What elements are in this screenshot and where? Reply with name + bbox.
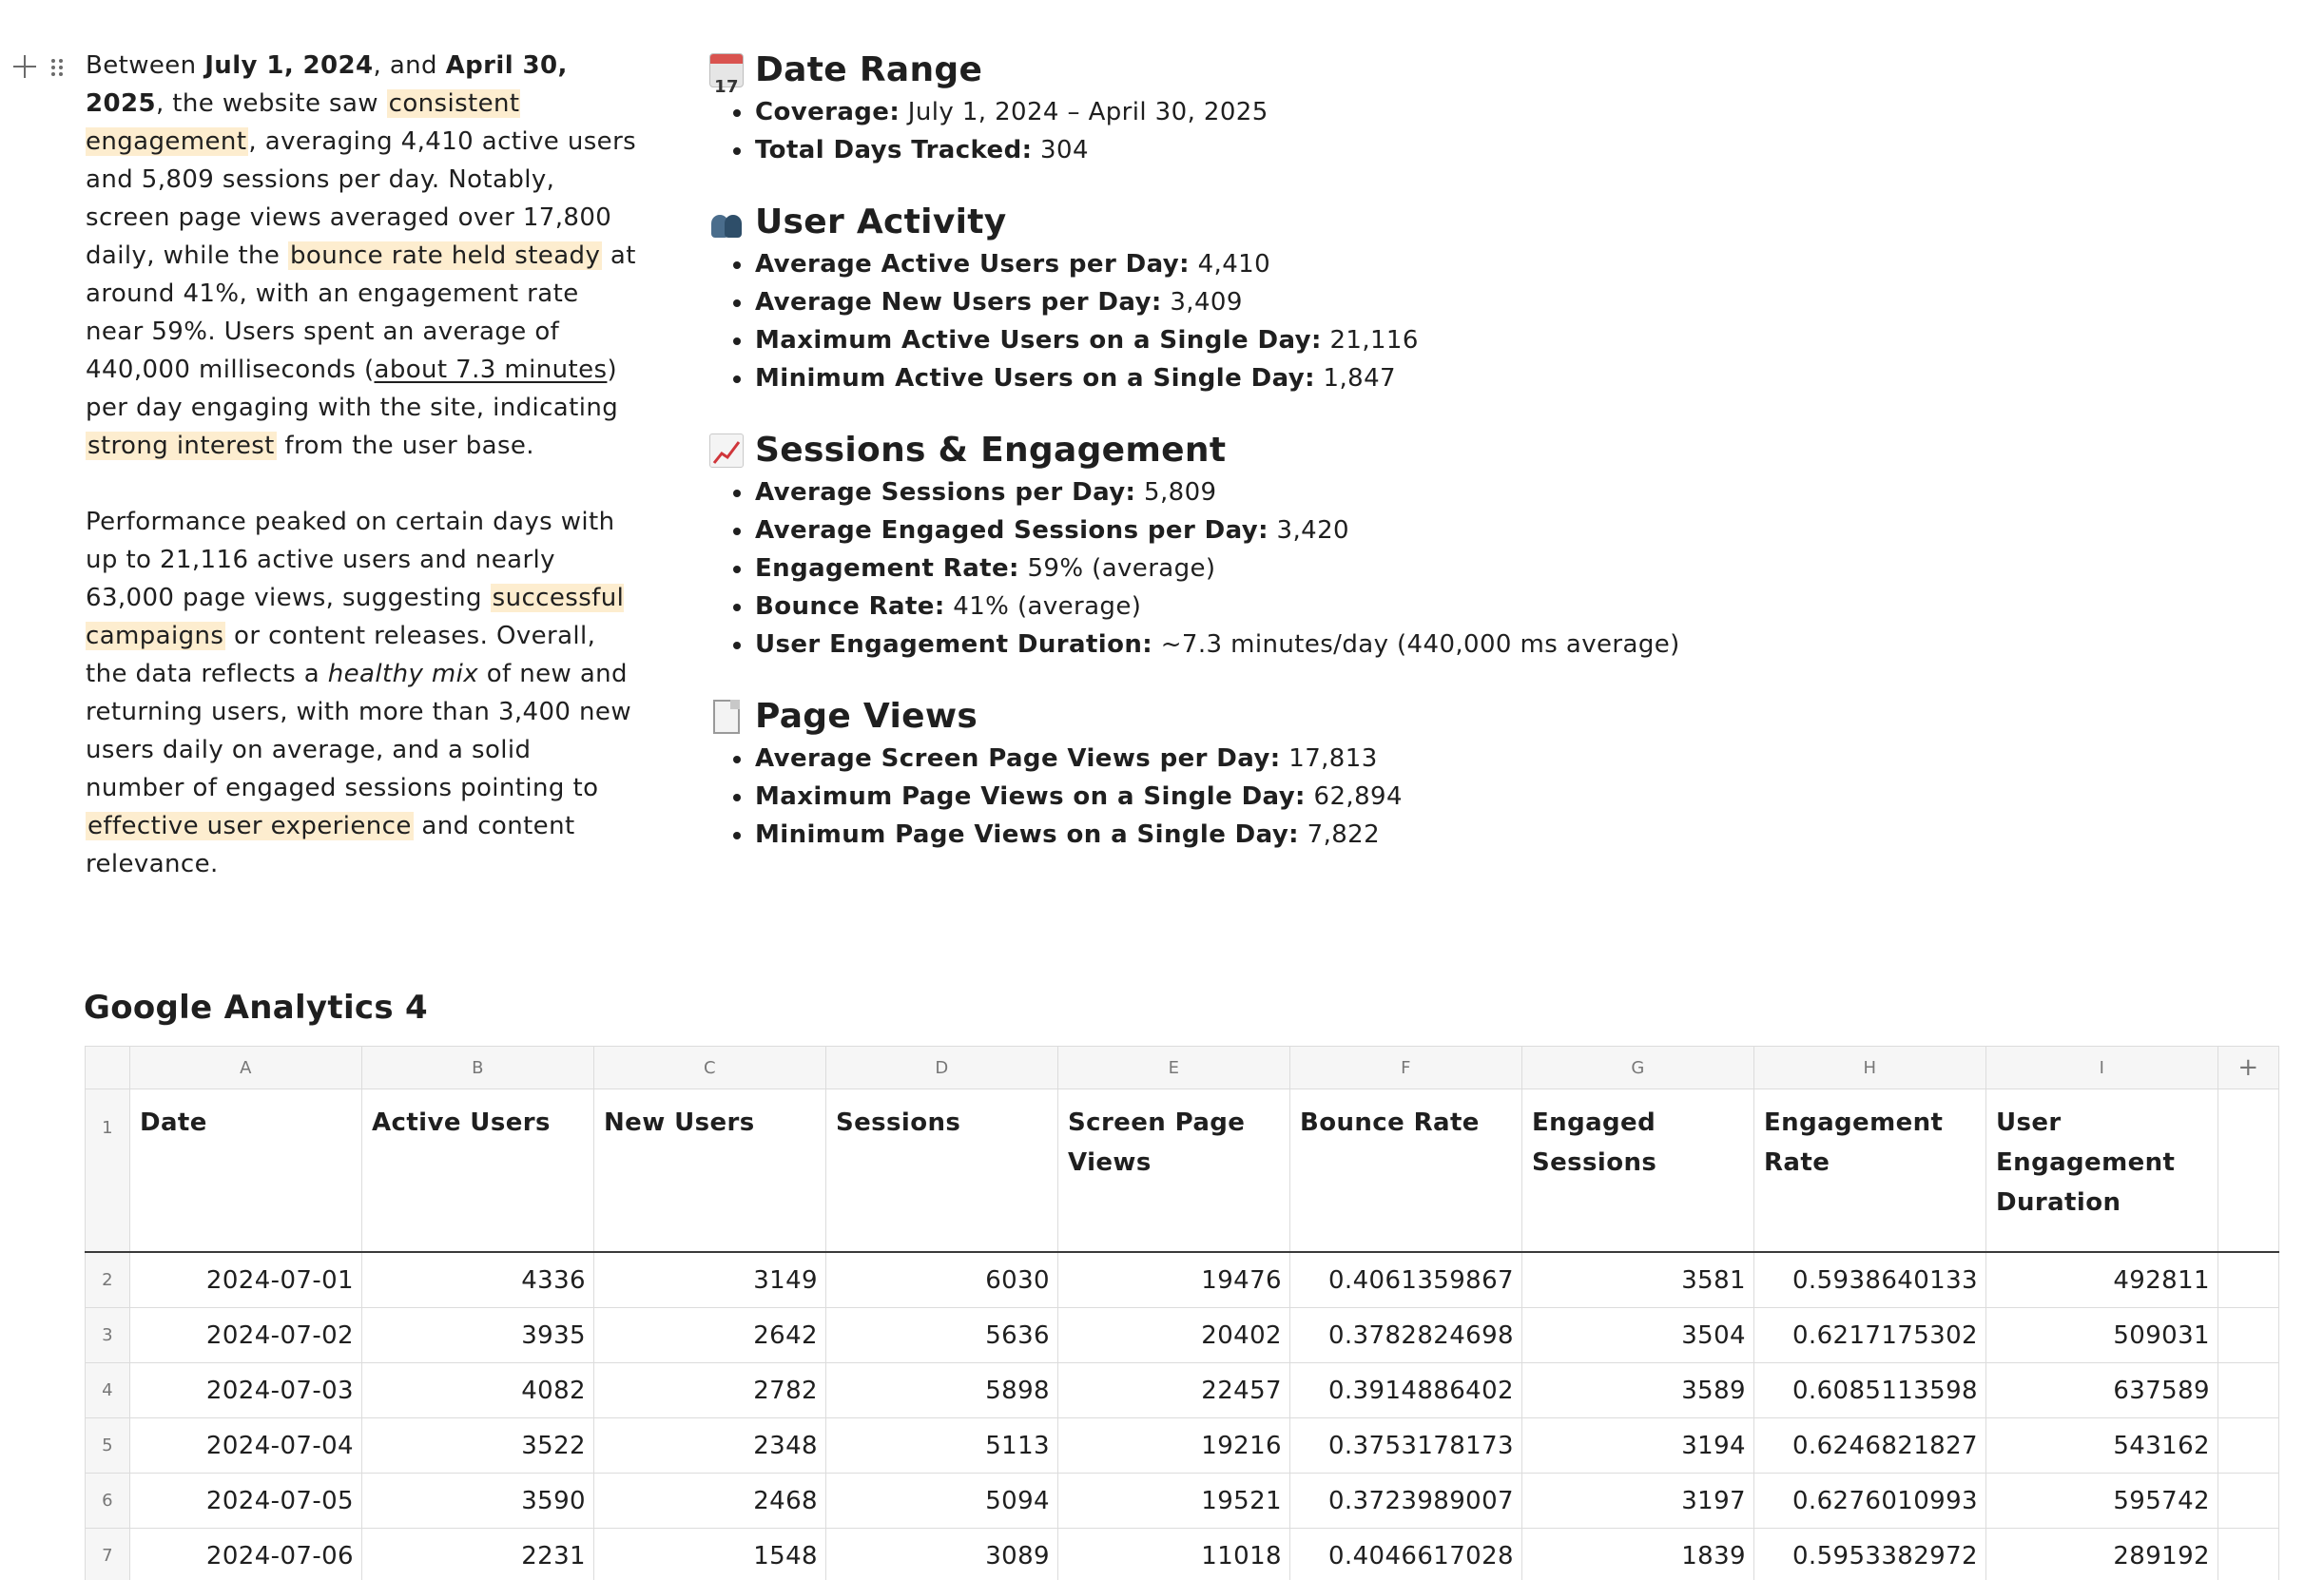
list-item: Bounce Rate: 41% (average) [709,588,1850,626]
table-cell[interactable]: 5636 [826,1308,1058,1363]
bullet-list [709,473,1850,664]
section-user-activity [709,200,1850,397]
table-cell[interactable]: 5094 [826,1474,1058,1529]
table-cell[interactable]: 11018 [1058,1529,1290,1580]
table-cell[interactable]: 0.3782824698 [1290,1308,1522,1363]
column-letter[interactable]: E [1058,1047,1290,1089]
empty-cell [2218,1474,2279,1529]
empty-cell [2218,1252,2279,1308]
list-item: Total Days Tracked: 304 [709,131,1850,169]
table-cell[interactable]: 19521 [1058,1474,1290,1529]
list-item: Average Active Users per Day: 4,410 [709,245,1850,283]
highlight: consistent engagement [86,89,520,156]
table-cell[interactable]: 3935 [362,1308,594,1363]
table-cell[interactable]: 0.5938640133 [1754,1252,1986,1308]
table-row [86,1474,2279,1529]
column-letter[interactable]: A [130,1047,362,1089]
bullet-list [709,245,1850,397]
drag-handle-icon[interactable] [49,57,65,78]
table-cell[interactable]: 289192 [1986,1529,2218,1580]
empty-cell [2218,1308,2279,1363]
section-heading: Page Views [709,694,1850,740]
header-cell[interactable]: Date [130,1089,362,1253]
table-cell[interactable]: 3089 [826,1529,1058,1580]
table-cell[interactable]: 3197 [1522,1474,1754,1529]
highlight: successful campaigns [86,584,625,650]
table-cell[interactable]: 0.3723989007 [1290,1474,1522,1529]
list-item: User Engagement Duration: ~7.3 minutes/day (440,000 ms average) [709,626,1850,664]
table-cell[interactable]: 3581 [1522,1252,1754,1308]
spreadsheet-table[interactable] [85,1046,2279,1580]
header-cell[interactable]: Screen Page Views [1058,1089,1290,1253]
list-item: Minimum Page Views on a Single Day: 7,822 [709,816,1850,854]
table-cell[interactable]: 543162 [1986,1418,2218,1474]
chart-increasing-icon [709,434,744,468]
column-letter[interactable]: H [1754,1047,1986,1089]
row-number[interactable]: 7 [86,1529,130,1580]
table-cell[interactable]: 6030 [826,1252,1058,1308]
table-cell[interactable]: 2024-07-04 [130,1418,362,1474]
table-header-row [86,1089,2279,1253]
table-cell[interactable]: 19476 [1058,1252,1290,1308]
column-letter[interactable]: D [826,1047,1058,1089]
list-item: Average Screen Page Views per Day: 17,813 [709,740,1850,778]
table-cell[interactable]: 2642 [594,1308,826,1363]
table-cell[interactable]: 19216 [1058,1418,1290,1474]
table-cell[interactable]: 2024-07-02 [130,1308,362,1363]
add-column-button[interactable]: + [2218,1047,2279,1089]
list-item: Coverage: July 1, 2024 – April 30, 2025 [709,93,1850,131]
list-item: Average Sessions per Day: 5,809 [709,473,1850,511]
table-cell[interactable]: 0.6085113598 [1754,1363,1986,1418]
column-letter[interactable]: B [362,1047,594,1089]
corner-cell [86,1047,130,1089]
section-heading: 17 Date Range [709,48,1850,93]
section-date-range [709,48,1850,169]
column-letter[interactable]: I [1986,1047,2218,1089]
calendar-icon: 17 [709,53,744,87]
paragraph-overview: Between July 1, 2024, and April 30, 2025, the website saw consistent engagement, averaging 4,410 active users and 5,809 sessions per day. Notably, screen page views averaged over 17,800 daily, while the bounce rate held steady at around 41%, with an engagement rate near 59%. Users spent an average of 440,000 milliseconds (about 7.3 minutes) per day engaging with the site, indicating strong interest from the user base. [86,51,637,460]
table-cell[interactable]: 2348 [594,1418,826,1474]
table-cell[interactable]: 2024-07-05 [130,1474,362,1529]
table-cell[interactable]: 2468 [594,1474,826,1529]
table-row [86,1252,2279,1308]
row-number[interactable]: 5 [86,1418,130,1474]
header-cell[interactable]: Engaged Sessions [1522,1089,1754,1253]
table-cell[interactable]: 3194 [1522,1418,1754,1474]
table-cell[interactable]: 5898 [826,1363,1058,1418]
empty-cell [2218,1529,2279,1580]
header-cell[interactable]: User Engagement Duration [1986,1089,2218,1253]
list-item: Minimum Active Users on a Single Day: 1,847 [709,359,1850,397]
table-cell[interactable]: 3504 [1522,1308,1754,1363]
underlined-text: about 7.3 minutes [374,356,608,384]
table-cell[interactable]: 509031 [1986,1308,2218,1363]
table-row [86,1363,2279,1418]
table-cell[interactable]: 2024-07-06 [130,1529,362,1580]
table-cell[interactable]: 3589 [1522,1363,1754,1418]
highlight: effective user experience [87,812,412,840]
users-icon [709,205,744,240]
header-cell[interactable]: Active Users [362,1089,594,1253]
list-item: Average New Users per Day: 3,409 [709,283,1850,321]
table-cell[interactable]: 0.6217175302 [1754,1308,1986,1363]
section-heading: User Activity [709,200,1850,245]
summary-text[interactable] [86,47,637,921]
empty-cell [2218,1363,2279,1418]
row-number[interactable]: 1 [86,1089,130,1253]
header-cell[interactable]: New Users [594,1089,826,1253]
highlight: bounce rate held steady [290,241,601,270]
paragraph-performance: Performance peaked on certain days with up to 21,116 active users and nearly 63,000 page views, suggesting successful campaigns or content releases. Overall, the data reflects a healthy mix of new and returning users, with more than 3,400 new users daily on average, and a solid number of engaged sessions pointing to effective user experience and content relevance. [86,508,631,878]
table-cell[interactable]: 22457 [1058,1363,1290,1418]
table-cell[interactable]: 0.4046617028 [1290,1529,1522,1580]
empty-cell [2218,1418,2279,1474]
table-cell[interactable]: 2231 [362,1529,594,1580]
table-cell[interactable]: 0.6246821827 [1754,1418,1986,1474]
list-item: Maximum Active Users on a Single Day: 21,116 [709,321,1850,359]
column-letter[interactable]: F [1290,1047,1522,1089]
table-cell[interactable]: 2782 [594,1363,826,1418]
empty-cell [2218,1089,2279,1253]
table-cell[interactable]: 0.5953382972 [1754,1529,1986,1580]
column-letter[interactable]: G [1522,1047,1754,1089]
table-cell[interactable]: 0.4061359867 [1290,1252,1522,1308]
table-cell[interactable]: 0.3914886402 [1290,1363,1522,1418]
table-cell[interactable]: 20402 [1058,1308,1290,1363]
table-cell[interactable]: 3590 [362,1474,594,1529]
add-block-icon[interactable] [11,53,38,80]
table-row [86,1308,2279,1363]
table-cell[interactable]: 492811 [1986,1252,2218,1308]
table-cell[interactable]: 1548 [594,1529,826,1580]
table-cell[interactable]: 5113 [826,1418,1058,1474]
table-cell[interactable]: 0.6276010993 [1754,1474,1986,1529]
table-cell[interactable]: 595742 [1986,1474,2218,1529]
table-cell[interactable]: 2024-07-01 [130,1252,362,1308]
table-cell[interactable]: 637589 [1986,1363,2218,1418]
section-page-views [709,694,1850,854]
row-number[interactable]: 6 [86,1474,130,1529]
table-cell[interactable]: 3149 [594,1252,826,1308]
column-header-row [86,1047,2279,1089]
table-row [86,1529,2279,1580]
table-cell[interactable]: 0.3753178173 [1290,1418,1522,1474]
column-letter[interactable]: C [594,1047,826,1089]
row-number[interactable]: 2 [86,1252,130,1308]
table-cell[interactable]: 1839 [1522,1529,1754,1580]
table-cell[interactable]: 4336 [362,1252,594,1308]
table-title: Google Analytics 4 [84,989,428,1027]
section-heading: Sessions & Engagement [709,428,1850,473]
header-cell[interactable]: Sessions [826,1089,1058,1253]
header-cell[interactable]: Bounce Rate [1290,1089,1522,1253]
metrics-summary [709,48,1850,884]
list-item: Engagement Rate: 59% (average) [709,549,1850,588]
list-item: Average Engaged Sessions per Day: 3,420 [709,511,1850,549]
header-cell[interactable]: Engagement Rate [1754,1089,1986,1253]
page-icon [713,700,740,734]
bullet-list [709,93,1850,169]
highlight: strong interest [87,432,275,460]
bullet-list [709,740,1850,854]
table-cell[interactable]: 2024-07-03 [130,1363,362,1418]
table-row [86,1418,2279,1474]
table-cell[interactable]: 3522 [362,1418,594,1474]
row-number[interactable]: 3 [86,1308,130,1363]
row-number[interactable]: 4 [86,1363,130,1418]
section-sessions-engagement [709,428,1850,664]
table-cell[interactable]: 4082 [362,1363,594,1418]
list-item: Maximum Page Views on a Single Day: 62,894 [709,778,1850,816]
